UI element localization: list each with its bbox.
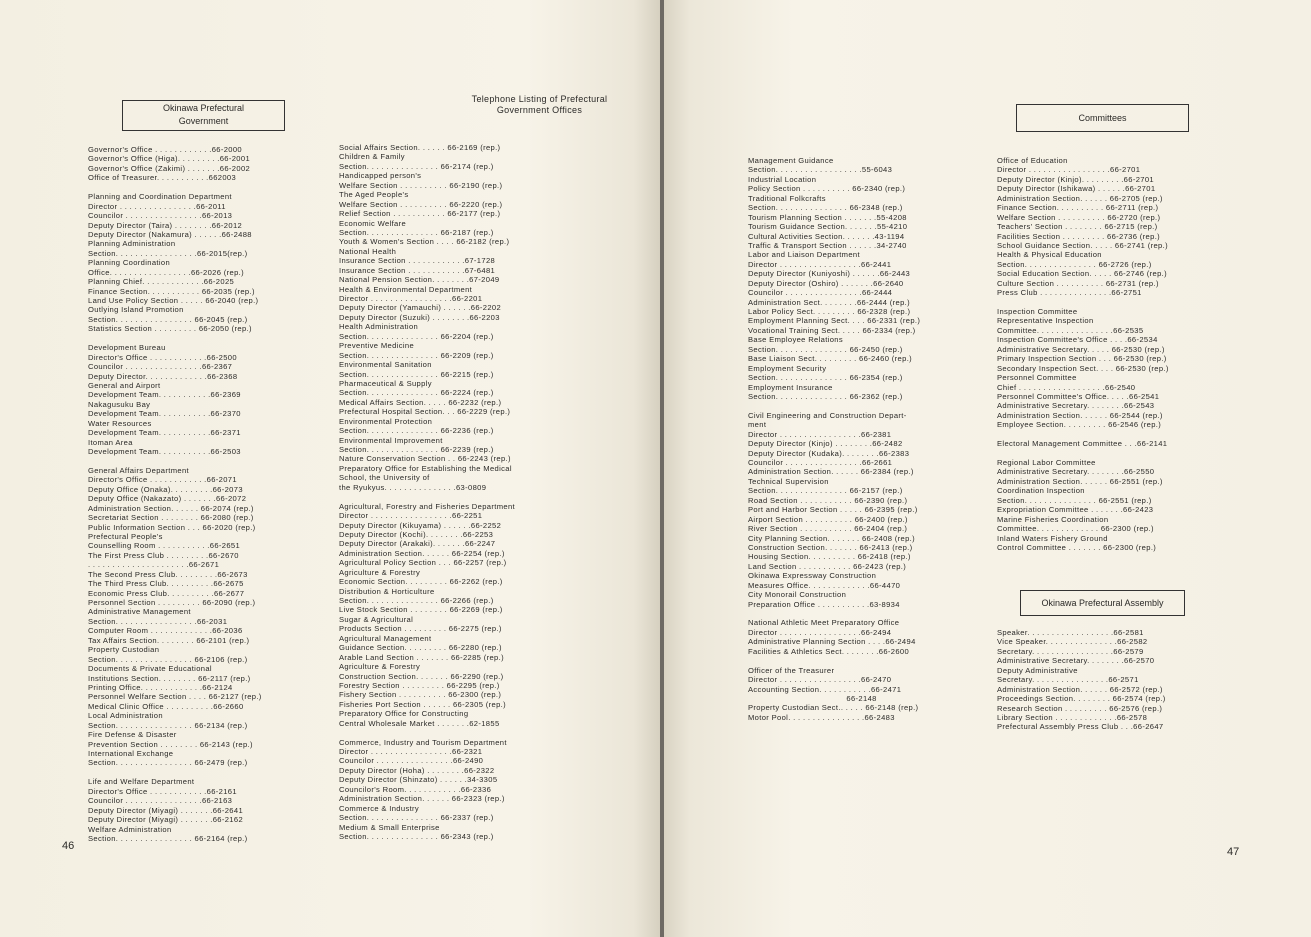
spacer bbox=[748, 401, 920, 410]
listing-entry: Airport Section . . . . . . . . . . 66-2400 (rep.) bbox=[748, 514, 908, 524]
listing-entry: Children & Family bbox=[339, 152, 405, 162]
listing-entry: Land Use Policy Section . . . . . 66-2040 (rep.) bbox=[88, 296, 259, 305]
listing-entry: Section. . . . . . . . . . . . . . . 66-2551 (rep.) bbox=[997, 495, 1152, 505]
listing-entry: Port and Harbor Section . . . . . 66-2395 (rep.) bbox=[748, 505, 918, 515]
listing-entry: Governor's Office (Higa). . . . . . . . .66-2001 bbox=[88, 154, 251, 164]
listing-entry: School Guidance Section. . . . . 66-2741 (rep.) bbox=[997, 240, 1168, 250]
listing-entry: Counselling Room . . . . . . . . . . .66-2651 bbox=[88, 541, 241, 551]
listing-entry: Inspection Committee bbox=[997, 307, 1078, 316]
listing-entry: Councilor . . . . . . . . . . . . . . . .66-2163 bbox=[88, 796, 233, 806]
listing-entry: Fishery Section . . . . . . . . . . 66-2300 (rep.) bbox=[339, 690, 502, 700]
listing-entry: Labor and Liaison Department bbox=[748, 250, 860, 260]
listing-entry: Secondary Inspection Sect. . . . 66-2530 (rep.) bbox=[997, 363, 1169, 373]
listing-entry: Deputy Director (Oshiro) . . . . . . .66-2640 bbox=[748, 278, 904, 288]
listing-entry: General and Airport bbox=[88, 380, 161, 390]
listing-entry: Section. . . . . . . . . . . . . . . 66-2362 (rep.) bbox=[748, 391, 903, 401]
listing-entry: Vocational Training Sect. . . . . 66-2334 (rep.) bbox=[748, 325, 916, 335]
listing-entry: Live Stock Section . . . . . . . . 66-2269 (rep.) bbox=[339, 605, 503, 615]
left-column-2 bbox=[339, 143, 515, 841]
listing-entry: Traditional Folkcrafts bbox=[748, 193, 826, 203]
listing-entry: School, the University of bbox=[339, 473, 430, 483]
listing-entry: Deputy Director (Kikuyama) . . . . . .66-2252 bbox=[339, 520, 502, 530]
listing-entry: Agricultural Management bbox=[339, 633, 432, 643]
listing-entry: Economic Press Club. . . . . . . . . .66-2677 bbox=[88, 588, 245, 598]
listing-entry: Preparatory Office for Establishing the Medical bbox=[339, 463, 512, 473]
listing-entry: Measures Office. . . . . . . . . . . . .66-4470 bbox=[748, 580, 901, 590]
right-page bbox=[664, 0, 1311, 937]
listing-entry: Base Liaison Sect. . . . . . . . . 66-2460 (rep.) bbox=[748, 354, 913, 364]
listing-entry: Personnel Committee bbox=[997, 373, 1077, 383]
listing-entry: Housing Section. . . . . . . . . . 66-2418 (rep.) bbox=[748, 552, 911, 562]
listing-entry: Section. . . . . . . . . . . . . . . 66-2215 (rep.) bbox=[339, 369, 494, 379]
listing-entry: Construction Section. . . . . . . 66-2290 (rep.) bbox=[339, 671, 504, 681]
listing-entry: The Third Press Club. . . . . . . . . .66-2675 bbox=[88, 579, 244, 589]
listing-entry: Prefectural Hospital Section. . . 66-2229 (rep.) bbox=[339, 407, 511, 417]
listing-entry: Planning and Coordination Department bbox=[88, 192, 232, 202]
listing-entry: Sugar & Agricultural bbox=[339, 614, 414, 624]
listing-entry: Employment Insurance bbox=[748, 382, 833, 392]
listing-entry: Administration Section. . . . . . 66-2074 (rep.) bbox=[88, 503, 254, 513]
listing-entry: Tourism Planning Section . . . . . . .55-4208 bbox=[748, 212, 907, 222]
listing-entry: Administrative Management bbox=[88, 607, 191, 617]
listing-heading bbox=[452, 94, 627, 116]
listing-entry: Deputy Director. . . . . . . . . . . . .66-2368 bbox=[88, 371, 238, 381]
listing-entry: Forestry Section . . . . . . . . . 66-2295 (rep.) bbox=[339, 680, 500, 690]
listing-entry: 66-2148 bbox=[748, 693, 877, 703]
listing-entry: Pharmaceutical & Supply bbox=[339, 378, 432, 388]
listing-entry: Deputy Director (Miyagi) . . . . . . .66-2641 bbox=[88, 805, 244, 815]
listing-entry: Section. . . . . . . . . . . . . . . . 66-2045 (rep.) bbox=[88, 314, 248, 324]
listing-entry: Handicapped person's bbox=[339, 171, 422, 181]
listing-entry: Outlying Island Promotion bbox=[88, 305, 184, 315]
listing-entry: Development Team. . . . . . . . . . .66-2369 bbox=[88, 390, 241, 400]
listing-entry: Industrial Location bbox=[748, 174, 817, 184]
listing-entry: the Ryukyus. . . . . . . . . . . . . . .63-0809 bbox=[339, 482, 487, 492]
listing-entry: Section. . . . . . . . . . . . . . . . 66-2164 (rep.) bbox=[88, 833, 248, 843]
listing-entry: Chief . . . . . . . . . . . . . . . . . .66-2540 bbox=[997, 382, 1136, 392]
listing-entry: Medium & Small Enterprise bbox=[339, 822, 440, 832]
spacer bbox=[748, 609, 920, 618]
listing-entry: Development Bureau bbox=[88, 343, 166, 353]
listing-entry: Administrative Secretary. . . . . 66-2530 (rep.) bbox=[997, 344, 1165, 354]
listing-entry: Regional Labor Committee bbox=[997, 458, 1096, 467]
listing-entry: Youth & Women's Section . . . . 66-2182 (rep.) bbox=[339, 237, 510, 247]
listing-entry: Section. . . . . . . . . . . . . . . . .66-2015(rep.) bbox=[88, 248, 248, 258]
listing-entry: Councilor . . . . . . . . . . . . . . . .66-2661 bbox=[748, 458, 893, 467]
listing-entry: Section. . . . . . . . . . . . . . . 66-2224 (rep.) bbox=[339, 388, 494, 398]
listing-entry: Library Section . . . . . . . . . . . . .66-2578 bbox=[997, 712, 1148, 722]
listing-entry: Technical Supervision bbox=[748, 476, 829, 486]
listing-entry: Proceedings Section. . . . . . . . 66-2574 (rep.) bbox=[997, 694, 1166, 704]
listing-entry: Administration Section. . . . . . 66-2323 (rep.) bbox=[339, 794, 505, 804]
listing-entry: Economic Section. . . . . . . . . 66-2262 (rep.) bbox=[339, 577, 503, 587]
listing-entry: Employment Planning Sect. . . . 66-2331 (rep.) bbox=[748, 316, 921, 326]
listing-entry: Secretary. . . . . . . . . . . . . . . . .66-2579 bbox=[997, 646, 1144, 656]
listing-entry: Director's Office . . . . . . . . . . . .66-2161 bbox=[88, 786, 237, 796]
listing-entry: Administrative Secretary. . . . . . . .66-2543 bbox=[997, 401, 1155, 411]
listing-entry: Accounting Section. . . . . . . . . . .66-2471 bbox=[748, 684, 902, 694]
listing-entry: Welfare Section . . . . . . . . . . 66-2190 (rep.) bbox=[339, 180, 503, 190]
listing-entry: Expropriation Committee . . . . . . .66-2423 bbox=[997, 505, 1154, 515]
listing-entry: Councilor . . . . . . . . . . . . . . . .66-2013 bbox=[88, 211, 233, 221]
right-column-2-top bbox=[997, 156, 1169, 552]
listing-entry: Tourism Guidance Section. . . . . . .55-4210 bbox=[748, 222, 908, 232]
listing-entry: Social Education Section. . . . . 66-2746 (rep.) bbox=[997, 269, 1168, 279]
listing-entry: Director . . . . . . . . . . . . . . . . .66-2494 bbox=[748, 627, 892, 637]
listing-entry: Section. . . . . . . . . . . . . . . 66-2236 (rep.) bbox=[339, 426, 494, 436]
listing-entry: Insurance Section . . . . . . . . . . . .67-1728 bbox=[339, 256, 496, 266]
listing-entry: Arable Land Section . . . . . . . 66-2285 (rep.) bbox=[339, 652, 504, 662]
listing-entry: Documents & Private Educational bbox=[88, 664, 212, 674]
left-column-1 bbox=[88, 145, 262, 843]
listing-entry: Councilor . . . . . . . . . . . . . . . .66-2490 bbox=[339, 756, 484, 766]
listing-entry: Public Information Section . . . 66-2020 (rep.) bbox=[88, 522, 256, 532]
listing-entry: Director . . . . . . . . . . . . . . . . .66-2441 bbox=[748, 259, 892, 269]
listing-entry: Medical Clinic Office . . . . . . . . . .66-2660 bbox=[88, 701, 244, 711]
listing-entry: Section. . . . . . . . . . . . . . . . . .55-6043 bbox=[748, 165, 893, 175]
listing-entry: Vice Speaker. . . . . . . . . . . . . . .66-2582 bbox=[997, 637, 1148, 647]
listing-entry: . . . . . . . . . . . . . . . . . . . . .66-2671 bbox=[88, 560, 220, 570]
right-column-2-bottom bbox=[997, 628, 1166, 732]
listing-entry: Committee. . . . . . . . . . . . . . . .66-2535 bbox=[997, 325, 1144, 335]
listing-entry: Section. . . . . . . . . . . . . . . 66-2187 (rep.) bbox=[339, 227, 494, 237]
listing-entry: Finance Section. . . . . . . . . . . 66-2035 (rep.) bbox=[88, 286, 255, 296]
listing-entry: Director . . . . . . . . . . . . . . . .66-2011 bbox=[88, 201, 226, 211]
listing-entry: Personnel Section . . . . . . . . . 66-2090 (rep.) bbox=[88, 598, 256, 607]
listing-entry: Deputy Director (Kudaka). . . . . . . .66-2383 bbox=[748, 448, 910, 458]
listing-entry: Deputy Director (Taira) . . . . . . . .66-2012 bbox=[88, 220, 243, 230]
listing-entry: Preparatory Office for Constructing bbox=[339, 709, 469, 719]
listing-entry: Administration Sect. . . . . . . .66-2444 (rep.) bbox=[748, 297, 910, 307]
listing-entry: Section. . . . . . . . . . . . . . . 66-2157 (rep.) bbox=[748, 486, 903, 496]
spacer bbox=[748, 656, 920, 665]
listing-entry: Employee Section. . . . . . . . . 66-2546 (rep.) bbox=[997, 420, 1162, 430]
listing-entry: Deputy Director (Kinjo) . . . . . . . .66-2482 bbox=[748, 439, 903, 449]
listing-entry: Deputy Director (Suzuki) . . . . . . . .66-2203 bbox=[339, 312, 500, 322]
listing-entry: Director . . . . . . . . . . . . . . . . .66-2470 bbox=[748, 675, 892, 685]
listing-entry: Prevention Section . . . . . . . . 66-2143 (rep.) bbox=[88, 739, 253, 749]
committees-box bbox=[1016, 104, 1189, 132]
listing-entry: Okinawa Expressway Construction bbox=[748, 571, 877, 581]
listing-entry: Deputy Office (Nakazato) . . . . . . .66-2072 bbox=[88, 494, 247, 504]
listing-entry: Teachers' Section . . . . . . . . 66-2715 (rep.) bbox=[997, 222, 1158, 232]
listing-entry: Marine Fisheries Coordination bbox=[997, 514, 1109, 524]
listing-entry: Director . . . . . . . . . . . . . . . . .66-2251 bbox=[339, 511, 483, 521]
listing-entry: Section. . . . . . . . . . . . . . . 66-2343 (rep.) bbox=[339, 831, 494, 841]
box-title-line2: Government bbox=[178, 116, 229, 126]
listing-entry: Section. . . . . . . . . . . . . . . 66-2266 (rep.) bbox=[339, 596, 494, 605]
listing-entry: Administrative Secretary. . . . . . . .66-2570 bbox=[997, 656, 1155, 666]
listing-entry: Deputy Director (Hoha) . . . . . . . .66-2322 bbox=[339, 765, 495, 775]
listing-entry: Employment Security bbox=[748, 363, 827, 373]
listing-entry: Press Club . . . . . . . . . . . . . . .66-2751 bbox=[997, 288, 1142, 298]
listing-entry: The Aged People's bbox=[339, 190, 409, 200]
listing-entry: Section. . . . . . . . . . . . . . . 66-2239 (rep.) bbox=[339, 445, 494, 454]
prefectural-government-box bbox=[122, 100, 285, 131]
listing-entry: Governor's Office . . . . . . . . . . . .66-2000 bbox=[88, 145, 243, 154]
listing-entry: Nature Conservation Section . . 66-2243 (rep.) bbox=[339, 454, 511, 464]
listing-entry: Central Wholesale Market . . . . . . .62-1855 bbox=[339, 718, 500, 728]
right-column-1 bbox=[748, 156, 920, 722]
listing-entry: Statistics Section . . . . . . . . . 66-2050 (rep.) bbox=[88, 324, 252, 334]
listing-entry: Agriculture & Forestry bbox=[339, 662, 421, 672]
listing-entry: Commerce & Industry bbox=[339, 803, 420, 813]
listing-entry: Section. . . . . . . . . . . . . . . 66-2726 (rep.) bbox=[997, 259, 1152, 269]
listing-entry: City Monorail Construction bbox=[748, 590, 847, 600]
listing-entry: Councilor . . . . . . . . . . . . . . . .66-2444 bbox=[748, 288, 893, 298]
listing-entry: Road Section . . . . . . . . . . . 66-2390 (rep.) bbox=[748, 495, 908, 505]
listing-entry: Deputy Director (Kinjo). . . . . . . . .66-2701 bbox=[997, 174, 1154, 184]
listing-entry: Personnel Welfare Section . . . . 66-2127 (rep.) bbox=[88, 692, 262, 702]
listing-entry: Development Team. . . . . . . . . . .66-2503 bbox=[88, 447, 241, 456]
listing-entry: Deputy Director (Kochi). . . . . . . .66-2253 bbox=[339, 529, 494, 539]
listing-entry: Section. . . . . . . . . . . . . . . 66-2337 (rep.) bbox=[339, 813, 494, 823]
listing-entry: National Pension Section. . . . . . . .67-2049 bbox=[339, 275, 500, 285]
listing-entry: Civil Engineering and Construction Depart- bbox=[748, 410, 907, 420]
page-number-left: 46 bbox=[62, 840, 75, 852]
listing-entry: Planning Administration bbox=[88, 239, 176, 249]
listing-entry: Distribution & Horticulture bbox=[339, 586, 435, 596]
listing-entry: Development Team. . . . . . . . . . .66-2371 bbox=[88, 428, 241, 438]
listing-entry: Printing Office. . . . . . . . . . . . .66-2124 bbox=[88, 682, 233, 692]
listing-entry: Coordination Inspection bbox=[997, 486, 1085, 496]
listing-entry: Welfare Administration bbox=[88, 824, 172, 834]
listing-entry: Inspection Committee's Office . . . .66-2534 bbox=[997, 335, 1158, 345]
listing-entry: ment bbox=[748, 420, 767, 430]
listing-entry: Deputy Director (Kuniyoshi) . . . . . .66-2443 bbox=[748, 269, 911, 279]
listing-entry: Deputy Director (Nakamura) . . . . . .66-2488 bbox=[88, 229, 252, 239]
listing-entry: Officer of the Treasurer bbox=[748, 665, 835, 675]
listing-entry: Social Affairs Section. . . . . . 66-2169 (rep.) bbox=[339, 143, 501, 152]
listing-entry: The Second Press Club. . . . . . . . .66-2673 bbox=[88, 569, 248, 579]
listing-entry: Insurance Section . . . . . . . . . . . .67-6481 bbox=[339, 265, 496, 275]
listing-entry: Fire Defense & Disaster bbox=[88, 730, 177, 740]
listing-entry: Planning Coordination bbox=[88, 258, 171, 268]
listing-entry: Health & Environmental Department bbox=[339, 284, 473, 294]
listing-entry: Section. . . . . . . . . . . . . . . 66-2450 (rep.) bbox=[748, 344, 903, 354]
listing-entry: Administrative Planning Section . . . .66-2494 bbox=[748, 637, 916, 647]
listing-entry: Primary Inspection Section . . . 66-2530 (rep.) bbox=[997, 354, 1167, 364]
listing-entry: Environmental Sanitation bbox=[339, 360, 432, 370]
listing-entry: Director . . . . . . . . . . . . . . . . .66-2321 bbox=[339, 747, 483, 756]
listing-entry: Preparation Office . . . . . . . . . . .63-8934 bbox=[748, 599, 900, 609]
listing-entry: Computer Room . . . . . . . . . . . . .66-2036 bbox=[88, 626, 243, 636]
listing-entry: Finance Section. . . . . . . . . . 66-2711 (rep.) bbox=[997, 203, 1159, 213]
listing-entry: Planning Chief. . . . . . . . . . . . .66-2025 bbox=[88, 277, 235, 287]
listing-entry: Administration Section. . . . . . 66-2705 (rep.) bbox=[997, 193, 1163, 203]
listing-entry: Development Team. . . . . . . . . . .66-2370 bbox=[88, 409, 241, 419]
listing-entry: Office of Treasurer. . . . . . . . . . .662003 bbox=[88, 173, 237, 183]
listing-entry: Section. . . . . . . . . . . . . . . 66-2348 (rep.) bbox=[748, 203, 903, 213]
listing-entry: Labor Policy Sect. . . . . . . . . 66-2328 (rep.) bbox=[748, 307, 911, 316]
heading-line1: Telephone Listing of Prefectural bbox=[471, 94, 608, 104]
spacer bbox=[997, 449, 1169, 458]
listing-entry: Guidance Section. . . . . . . . . 66-2280 (rep.) bbox=[339, 643, 502, 653]
listing-entry: Policy Section . . . . . . . . . . 66-2340 (rep.) bbox=[748, 184, 906, 194]
listing-entry: Deputy Director (Arakaki). . . . . . .66-2247 bbox=[339, 539, 496, 549]
spacer bbox=[339, 492, 515, 501]
listing-entry: Deputy Director (Ishikawa) . . . . . .66-2701 bbox=[997, 184, 1156, 194]
listing-entry: Facilities Section . . . . . . . . . 66-2736 (rep.) bbox=[997, 231, 1161, 241]
listing-entry: Deputy Director (Miyagi) . . . . . . .66-2162 bbox=[88, 815, 244, 825]
listing-entry: Speaker. . . . . . . . . . . . . . . . . .66-2581 bbox=[997, 628, 1144, 637]
spacer bbox=[88, 334, 262, 343]
listing-entry: International Exchange bbox=[88, 749, 174, 758]
listing-entry: Councilor's Room. . . . . . . . . . . .66-2336 bbox=[339, 784, 492, 794]
listing-entry: Institutions Section. . . . . . . . 66-2117 (rep.) bbox=[88, 673, 251, 683]
listing-entry: Agricultural, Forestry and Fisheries Department bbox=[339, 501, 515, 511]
assembly-box bbox=[1020, 590, 1185, 616]
listing-entry: Facilities & Athletics Sect. . . . . . . .66-2600 bbox=[748, 646, 910, 656]
spacer bbox=[339, 728, 515, 737]
listing-entry: Section. . . . . . . . . . . . . . . . 66-2106 (rep.) bbox=[88, 654, 248, 664]
listing-entry: Office of Education bbox=[997, 156, 1068, 165]
listing-entry: Section. . . . . . . . . . . . . . . 66-2174 (rep.) bbox=[339, 161, 494, 171]
listing-entry: Deputy Director (Shinzato) . . . . . .34-3305 bbox=[339, 775, 498, 785]
listing-entry: Relief Section . . . . . . . . . . . 66-2177 (rep.) bbox=[339, 209, 501, 219]
listing-entry: Section. . . . . . . . . . . . . . . . 66-2134 (rep.) bbox=[88, 720, 248, 730]
listing-entry: Culture Section . . . . . . . . . . 66-2731 (rep.) bbox=[997, 278, 1159, 288]
listing-entry: Construction Section. . . . . . . 66-2413 (rep.) bbox=[748, 542, 913, 552]
listing-entry: Administration Section. . . . . . 66-2551 (rep.) bbox=[997, 476, 1163, 486]
listing-entry: Commerce, Industry and Tourism Department bbox=[339, 737, 507, 747]
listing-entry: Deputy Office (Onaka). . . . . . . . .66-2073 bbox=[88, 484, 243, 494]
listing-entry: Fisheries Port Section . . . . . . 66-2305 (rep.) bbox=[339, 699, 506, 709]
listing-entry: Director . . . . . . . . . . . . . . . . .66-2701 bbox=[997, 165, 1141, 175]
listing-entry: Administration Section. . . . . . 66-2384 (rep.) bbox=[748, 467, 914, 477]
spacer bbox=[997, 298, 1169, 307]
listing-entry: Environmental Protection bbox=[339, 416, 433, 426]
listing-entry: Agricultural Policy Section . . . 66-2257 (rep.) bbox=[339, 558, 507, 568]
listing-entry: Products Section . . . . . . . . . 66-2275 (rep.) bbox=[339, 624, 502, 634]
box-title-line1: Okinawa Prefectural bbox=[162, 103, 245, 113]
listing-entry: Director . . . . . . . . . . . . . . . . .66-2381 bbox=[748, 429, 892, 439]
listing-entry: Traffic & Transport Section . . . . . .34-2740 bbox=[748, 240, 907, 250]
listing-entry: General Affairs Department bbox=[88, 465, 189, 475]
listing-entry: National Health bbox=[339, 246, 397, 256]
listing-entry: Welfare Section . . . . . . . . . . 66-2720 (rep.) bbox=[997, 212, 1161, 222]
listing-entry: Office. . . . . . . . . . . . . . . . .66-2026 (rep.) bbox=[88, 267, 244, 277]
page-number-right: 47 bbox=[1227, 846, 1240, 858]
listing-entry: Inland Waters Fishery Ground bbox=[997, 533, 1108, 543]
spacer bbox=[997, 430, 1169, 439]
listing-entry: Environmental Improvement bbox=[339, 435, 443, 445]
listing-entry: Director . . . . . . . . . . . . . . . . .66-2201 bbox=[339, 294, 483, 303]
listing-entry: Health Administration bbox=[339, 322, 419, 332]
listing-entry: Agriculture & Forestry bbox=[339, 567, 421, 577]
listing-entry: National Athletic Meet Preparatory Office bbox=[748, 618, 900, 628]
listing-entry: Secretary. . . . . . . . . . . . . . . .66-2571 bbox=[997, 675, 1139, 685]
listing-entry: Tax Affairs Section. . . . . . . . 66-2101 (rep.) bbox=[88, 635, 250, 645]
listing-entry: Prefectural People's bbox=[88, 531, 163, 541]
listing-entry: Water Resources bbox=[88, 418, 152, 428]
listing-entry: Section. . . . . . . . . . . . . . . 66-2209 (rep.) bbox=[339, 350, 494, 360]
listing-entry: Property Custodian Sect.. . . . . 66-2148 (rep.) bbox=[748, 703, 919, 713]
spacer bbox=[88, 456, 262, 465]
listing-entry: The First Press Club . . . . . . . . .66-2670 bbox=[88, 550, 239, 560]
spacer bbox=[88, 768, 262, 777]
listing-entry: Director's Office . . . . . . . . . . . .66-2500 bbox=[88, 352, 237, 362]
listing-entry: Section. . . . . . . . . . . . . . . 66-2204 (rep.) bbox=[339, 331, 494, 341]
spacer bbox=[88, 183, 262, 192]
listing-entry: Administration Section. . . . . . 66-2544 (rep.) bbox=[997, 410, 1163, 420]
listing-entry: Local Administration bbox=[88, 711, 163, 721]
listing-entry: Property Custodian bbox=[88, 645, 160, 655]
listing-entry: Electoral Management Committee . . .66-2141 bbox=[997, 439, 1168, 449]
listing-entry: Welfare Section . . . . . . . . . . 66-2220 (rep.) bbox=[339, 199, 503, 209]
listing-entry: Administrative Secretary. . . . . . . .66-2550 bbox=[997, 467, 1155, 477]
listing-entry: Personnel Committee's Office. . . . .66-2541 bbox=[997, 391, 1160, 401]
listing-entry: Cultural Activities Section. . . . . . .43-1194 bbox=[748, 231, 905, 241]
listing-entry: Administration Section. . . . . . 66-2572 (rep.) bbox=[997, 684, 1163, 694]
listing-entry: Land Section . . . . . . . . . . . 66-2423 (rep.) bbox=[748, 561, 907, 571]
committees-title: Committees bbox=[1078, 113, 1127, 123]
listing-entry: Secretariat Section . . . . . . . . 66-2080 (rep.) bbox=[88, 513, 254, 523]
listing-entry: Itoman Area bbox=[88, 437, 133, 447]
listing-entry: Motor Pool. . . . . . . . . . . . . . . .66-2483 bbox=[748, 712, 895, 722]
listing-entry: Director's Office . . . . . . . . . . . .66-2071 bbox=[88, 475, 237, 485]
listing-entry: Life and Welfare Department bbox=[88, 777, 195, 787]
listing-entry: Prefectural Assembly Press Club . . .66-2647 bbox=[997, 722, 1164, 732]
listing-entry: Economic Welfare bbox=[339, 218, 407, 228]
listing-entry: Governor's Office (Zakimi) . . . . . . .66-2002 bbox=[88, 163, 251, 173]
listing-entry: Base Employee Relations bbox=[748, 335, 844, 345]
listing-entry: Section. . . . . . . . . . . . . . . . 66-2479 (rep.) bbox=[88, 758, 248, 768]
listing-entry: Section. . . . . . . . . . . . . . . 66-2354 (rep.) bbox=[748, 373, 903, 383]
listing-entry: Medical Affairs Section. . . . . 66-2232 (rep.) bbox=[339, 397, 502, 407]
listing-entry: Committee. . . . . . . . . . . . . 66-2300 (rep.) bbox=[997, 524, 1154, 534]
heading-line2: Government Offices bbox=[496, 105, 583, 115]
listing-entry: Administration Section. . . . . . 66-2254 (rep.) bbox=[339, 548, 505, 558]
listing-entry: Deputy Director (Yamauchi) . . . . . .66-2202 bbox=[339, 303, 502, 313]
listing-entry: Research Section . . . . . . . . . 66-2576 (rep.) bbox=[997, 703, 1163, 713]
listing-entry: Deputy Administrative bbox=[997, 665, 1078, 675]
assembly-title: Okinawa Prefectural Assembly bbox=[1041, 598, 1164, 608]
listing-entry: Control Committee . . . . . . . 66-2300 (rep.) bbox=[997, 542, 1157, 552]
listing-entry: Nakagusuku Bay bbox=[88, 399, 151, 409]
listing-entry: Representative Inspection bbox=[997, 316, 1094, 326]
listing-entry: Section. . . . . . . . . . . . . . . . .66-2031 bbox=[88, 616, 228, 626]
listing-entry: City Planning Section. . . . . . . 66-2408 (rep.) bbox=[748, 533, 915, 543]
listing-entry: Management Guidance bbox=[748, 156, 834, 165]
listing-entry: Health & Physical Education bbox=[997, 250, 1102, 260]
listing-entry: River Section . . . . . . . . . . . 66-2404 (rep.) bbox=[748, 524, 908, 534]
listing-entry: Preventive Medicine bbox=[339, 341, 415, 351]
listing-entry: Councilor . . . . . . . . . . . . . . . .66-2367 bbox=[88, 362, 233, 372]
